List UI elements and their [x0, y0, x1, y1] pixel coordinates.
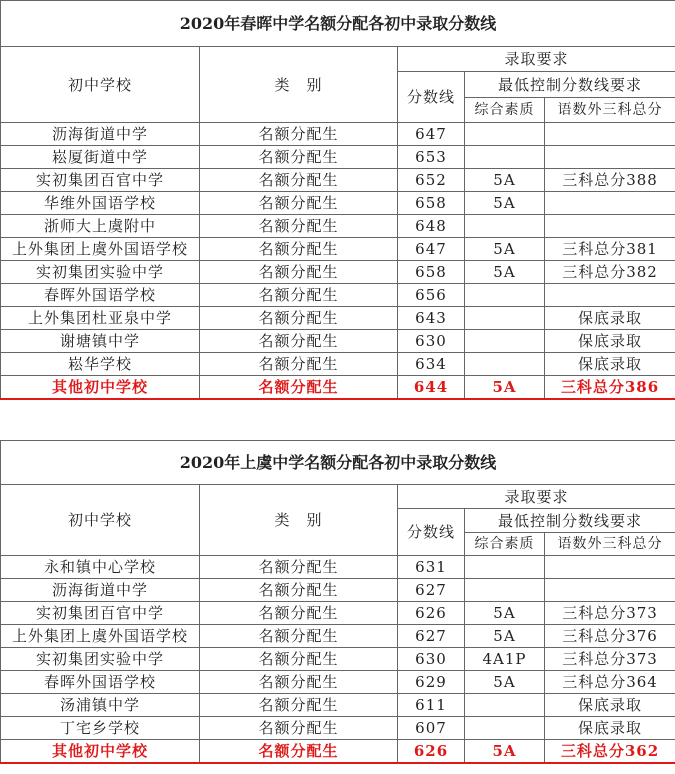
comprehensive-cell: 5A [465, 376, 545, 399]
category-cell: 名额分配生 [200, 602, 398, 625]
school-cell: 实初集团百官中学 [1, 602, 200, 625]
school-cell: 崧厦街道中学 [1, 146, 200, 169]
header-school: 初中学校 [1, 485, 200, 556]
category-cell: 名额分配生 [200, 284, 398, 307]
three-subjects-cell: 三科总分362 [545, 740, 675, 763]
category-cell: 名额分配生 [200, 694, 398, 717]
comprehensive-cell: 5A [465, 625, 545, 648]
score-cell: 627 [398, 625, 465, 648]
category-cell: 名额分配生 [200, 330, 398, 353]
score-cell: 658 [398, 261, 465, 284]
category-cell: 名额分配生 [200, 307, 398, 330]
three-subjects-cell [545, 146, 675, 169]
three-subjects-cell: 保底录取 [545, 717, 675, 740]
comprehensive-cell: 5A [465, 261, 545, 284]
three-subjects-cell: 保底录取 [545, 694, 675, 717]
three-subjects-cell [545, 556, 675, 579]
score-cell: 643 [398, 307, 465, 330]
table-row [1, 169, 675, 192]
score-cell: 631 [398, 556, 465, 579]
comprehensive-cell [465, 353, 545, 376]
school-cell: 沥海街道中学 [1, 123, 200, 146]
category-cell: 名额分配生 [200, 671, 398, 694]
score-cell: 630 [398, 330, 465, 353]
three-subjects-cell: 三科总分382 [545, 261, 675, 284]
table-row [1, 648, 675, 671]
category-cell: 名额分配生 [200, 376, 398, 399]
category-cell: 名额分配生 [200, 625, 398, 648]
table-title: 2020年春晖中学名额分配各初中录取分数线 [1, 1, 675, 47]
comprehensive-cell [465, 556, 545, 579]
table-row [1, 192, 675, 215]
score-cell: 648 [398, 215, 465, 238]
table-row [1, 330, 675, 353]
table-title: 2020年上虞中学名额分配各初中录取分数线 [1, 441, 675, 485]
score-cell: 630 [398, 648, 465, 671]
category-cell: 名额分配生 [200, 579, 398, 602]
three-subjects-cell: 三科总分373 [545, 602, 675, 625]
table-row [1, 284, 675, 307]
score-cell: 656 [398, 284, 465, 307]
category-cell: 名额分配生 [200, 192, 398, 215]
score-cell: 652 [398, 169, 465, 192]
header-school: 初中学校 [1, 47, 200, 123]
three-subjects-cell [545, 579, 675, 602]
category-cell: 名额分配生 [200, 261, 398, 284]
header-requirements: 录取要求 [398, 485, 675, 509]
school-cell: 实初集团实验中学 [1, 648, 200, 671]
category-cell: 名额分配生 [200, 556, 398, 579]
table-row [1, 146, 675, 169]
score-cell: 626 [398, 740, 465, 763]
score-cell: 634 [398, 353, 465, 376]
school-cell: 春晖外国语学校 [1, 671, 200, 694]
category-cell: 名额分配生 [200, 169, 398, 192]
school-cell: 永和镇中心学校 [1, 556, 200, 579]
category-cell: 名额分配生 [200, 146, 398, 169]
three-subjects-cell [545, 192, 675, 215]
three-subjects-cell: 三科总分364 [545, 671, 675, 694]
table-row [1, 376, 675, 399]
table-row [1, 717, 675, 740]
category-cell: 名额分配生 [200, 215, 398, 238]
comprehensive-cell [465, 123, 545, 146]
comprehensive-cell [465, 146, 545, 169]
school-cell: 浙师大上虞附中 [1, 215, 200, 238]
comprehensive-cell: 5A [465, 740, 545, 763]
school-cell: 丁宅乡学校 [1, 717, 200, 740]
school-cell: 崧华学校 [1, 353, 200, 376]
header-score: 分数线 [398, 72, 465, 123]
school-cell: 其他初中学校 [1, 376, 200, 399]
comprehensive-cell [465, 579, 545, 602]
school-cell: 沥海街道中学 [1, 579, 200, 602]
table-row [1, 353, 675, 376]
category-cell: 名额分配生 [200, 238, 398, 261]
header-min-control: 最低控制分数线要求 [465, 509, 675, 533]
three-subjects-cell [545, 123, 675, 146]
table-row [1, 215, 675, 238]
comprehensive-cell [465, 307, 545, 330]
header-min-control: 最低控制分数线要求 [465, 72, 675, 98]
comprehensive-cell [465, 330, 545, 353]
table-row [1, 740, 675, 763]
score-cell: 607 [398, 717, 465, 740]
score-cell: 647 [398, 238, 465, 261]
score-cell: 647 [398, 123, 465, 146]
school-cell: 华维外国语学校 [1, 192, 200, 215]
table-row [1, 694, 675, 717]
header-category: 类 别 [200, 47, 398, 123]
header-score: 分数线 [398, 509, 465, 556]
comprehensive-cell: 4A1P [465, 648, 545, 671]
table-row [1, 625, 675, 648]
score-cell: 644 [398, 376, 465, 399]
three-subjects-cell [545, 284, 675, 307]
comprehensive-cell: 5A [465, 602, 545, 625]
comprehensive-cell [465, 284, 545, 307]
score-cell: 627 [398, 579, 465, 602]
school-cell: 上外集团杜亚泉中学 [1, 307, 200, 330]
admission-table-shangyu [0, 440, 675, 764]
header-category: 类 别 [200, 485, 398, 556]
school-cell: 汤浦镇中学 [1, 694, 200, 717]
three-subjects-cell: 三科总分381 [545, 238, 675, 261]
three-subjects-cell: 三科总分386 [545, 376, 675, 399]
table-row [1, 307, 675, 330]
three-subjects-cell: 三科总分388 [545, 169, 675, 192]
school-cell: 春晖外国语学校 [1, 284, 200, 307]
three-subjects-cell: 三科总分373 [545, 648, 675, 671]
table-row [1, 261, 675, 284]
header-three-subjects: 语数外三科总分 [545, 533, 675, 556]
three-subjects-cell [545, 215, 675, 238]
header-requirements: 录取要求 [398, 47, 675, 72]
score-cell: 611 [398, 694, 465, 717]
category-cell: 名额分配生 [200, 123, 398, 146]
comprehensive-cell: 5A [465, 238, 545, 261]
comprehensive-cell [465, 694, 545, 717]
comprehensive-cell: 5A [465, 169, 545, 192]
table-row [1, 602, 675, 625]
category-cell: 名额分配生 [200, 648, 398, 671]
header-comprehensive: 综合素质 [465, 533, 545, 556]
table-row [1, 671, 675, 694]
score-cell: 653 [398, 146, 465, 169]
table-row [1, 579, 675, 602]
comprehensive-cell: 5A [465, 671, 545, 694]
school-cell: 其他初中学校 [1, 740, 200, 763]
school-cell: 实初集团百官中学 [1, 169, 200, 192]
header-comprehensive: 综合素质 [465, 98, 545, 123]
score-cell: 629 [398, 671, 465, 694]
school-cell: 上外集团上虞外国语学校 [1, 625, 200, 648]
comprehensive-cell [465, 717, 545, 740]
table-row [1, 123, 675, 146]
table-row [1, 238, 675, 261]
score-cell: 658 [398, 192, 465, 215]
three-subjects-cell: 保底录取 [545, 307, 675, 330]
school-cell: 实初集团实验中学 [1, 261, 200, 284]
category-cell: 名额分配生 [200, 353, 398, 376]
comprehensive-cell: 5A [465, 192, 545, 215]
comprehensive-cell [465, 215, 545, 238]
school-cell: 谢塘镇中学 [1, 330, 200, 353]
table-row [1, 556, 675, 579]
three-subjects-cell: 保底录取 [545, 353, 675, 376]
three-subjects-cell: 三科总分376 [545, 625, 675, 648]
three-subjects-cell: 保底录取 [545, 330, 675, 353]
category-cell: 名额分配生 [200, 717, 398, 740]
header-three-subjects: 语数外三科总分 [545, 98, 675, 123]
category-cell: 名额分配生 [200, 740, 398, 763]
school-cell: 上外集团上虞外国语学校 [1, 238, 200, 261]
score-cell: 626 [398, 602, 465, 625]
